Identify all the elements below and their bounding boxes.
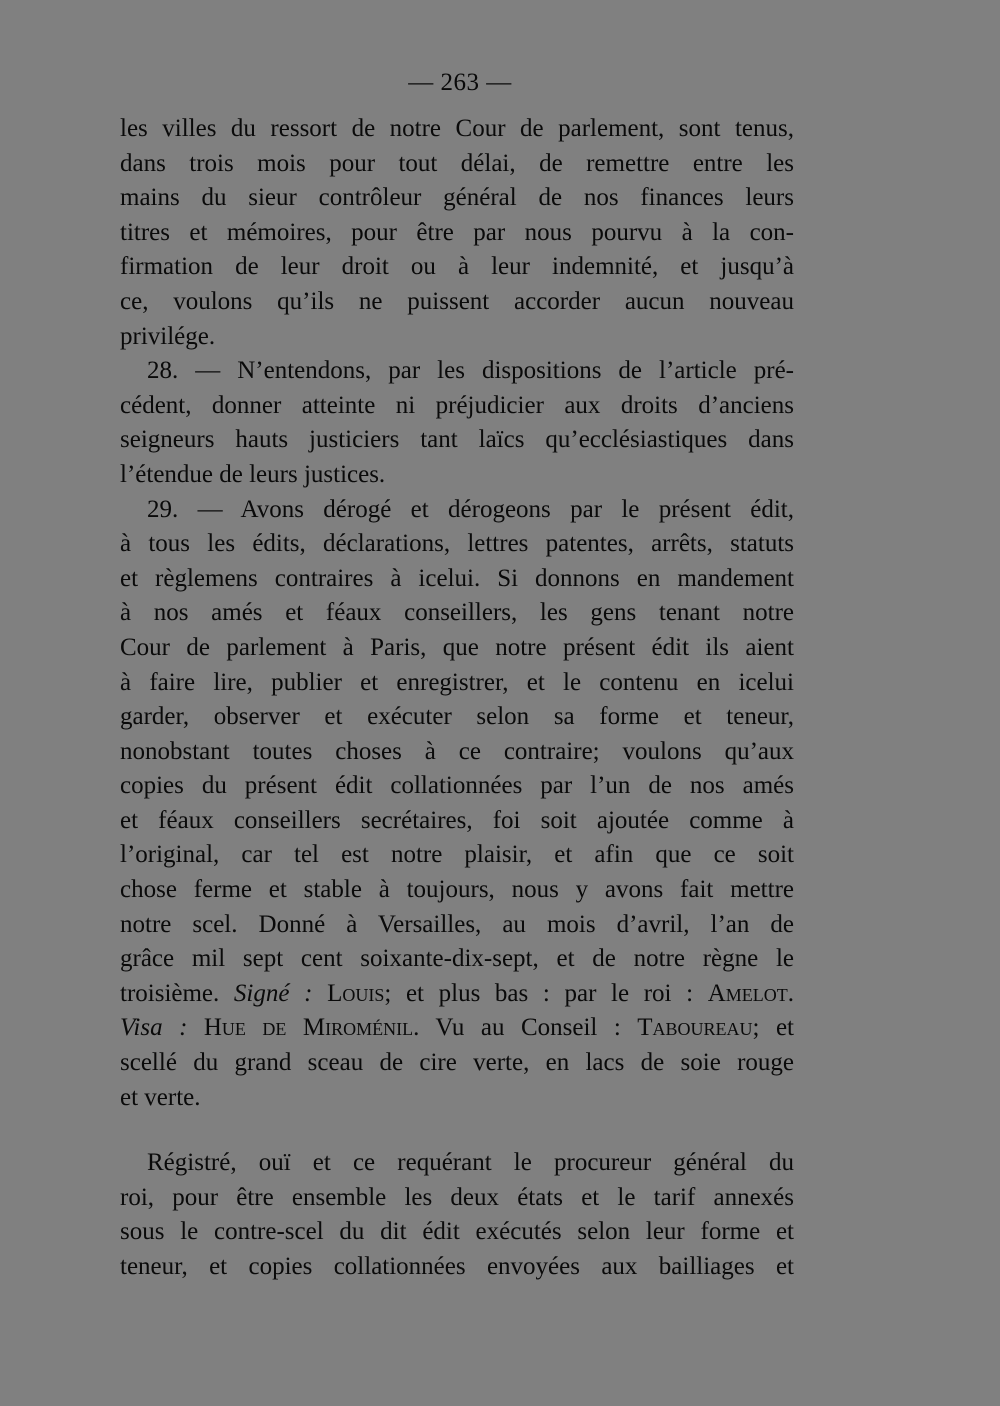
text-line: cédent, donner atteinte ni préjudicier aux droits d’anciens [120, 391, 794, 419]
body-text [120, 112, 794, 1115]
signatory-louis: Louis [327, 979, 385, 1007]
text-line: notre scel. Donné à Versailles, au mois d’avril, l’an de [120, 910, 794, 938]
text-line: seigneurs hauts justiciers tant laïcs qu’ecclésiastiques dans [120, 426, 794, 454]
text-line: mains du sieur contrôleur général de nos finances leurs [120, 184, 794, 212]
text-line: à faire lire, publier et enregistrer, et le contenu en icelui [120, 668, 794, 696]
text-line: nonobstant toutes choses à ce contraire; voulons qu’aux [120, 737, 794, 765]
text-segment: ; et plus bas : par le roi : [384, 979, 708, 1007]
text-line: chose ferme et stable à toujours, nous y avons fait mettre [120, 876, 794, 904]
registration-paragraph [120, 1146, 794, 1284]
text-line: titres et mémoires, pour être par nous pourvu à la con- [120, 218, 794, 246]
article-29-line: 29. — Avons dérogé et dérogeons par le présent édit, [147, 495, 794, 523]
text-line: dans trois mois pour tout délai, de remettre entre les [120, 149, 794, 177]
signatory-miromenil: Hue de Miroménil [203, 1014, 414, 1042]
text-line: à tous les édits, déclarations, lettres patentes, arrêts, statuts [120, 530, 794, 558]
text-line: et féaux conseillers secrétaires, foi soit ajoutée comme à [120, 806, 794, 834]
text-segment: ; et [752, 1014, 794, 1042]
text-line: les villes du ressort de notre Cour de parlement, sont tenus, [120, 115, 794, 142]
text-line: sous le contre-scel du dit édit exécutés selon leur forme et [120, 1218, 794, 1246]
text-line: Régistré, ouï et ce requérant le procureur général du [147, 1149, 794, 1176]
visa-line [120, 1011, 794, 1046]
text-segment [312, 980, 327, 1007]
text-line: l’étendue de leurs justices. [120, 460, 386, 488]
text-segment: troisième. [120, 979, 234, 1007]
text-line: copies du présent édit collationnées par l’un de nos amés [120, 772, 794, 800]
text-line: scellé du grand sceau de cire verte, en lacs de soie rouge [120, 1049, 794, 1077]
text-line: l’original, car tel est notre plaisir, et afin que ce soit [120, 841, 794, 869]
text-line: privilége. [120, 322, 216, 350]
signatory-amelot: Amelot. [707, 979, 795, 1007]
text-line: Cour de parlement à Paris, que notre présent édit ils aient [120, 633, 794, 661]
text-line: et règlemens contraires à icelui. Si donnons en mandement [120, 564, 794, 592]
text-line: roi, pour être ensemble les deux états et le tarif annexés [120, 1183, 794, 1211]
article-28-line: 28. — N’entendons, par les dispositions de l’article pré- [147, 357, 794, 385]
text-line: garder, observer et exécuter selon sa forme et teneur, [120, 703, 794, 731]
page-number: — 263 — [408, 69, 512, 96]
text-line: ce, voulons qu’ils ne puissent accorder aucun nouveau [120, 287, 794, 315]
text-line: firmation de leur droit ou à leur indemnité, et jusqu’à [120, 253, 794, 281]
signature-line [120, 977, 794, 1012]
signe-label: Signé : [233, 979, 313, 1007]
text-line: grâce mil sept cent soixante-dix-sept, et de notre règne le [120, 945, 794, 973]
text-line: à nos amés et féaux conseillers, les gens tenant notre [120, 599, 794, 627]
signatory-taboureau: Taboureau [637, 1014, 753, 1042]
text-segment: . Vu au Conseil : [413, 1014, 638, 1042]
text-line: teneur, et copies collationnées envoyées aux bailliages et [120, 1252, 794, 1280]
text-line: et verte. [120, 1083, 201, 1111]
visa-label: Visa : [120, 1014, 188, 1042]
text-segment [187, 1014, 203, 1041]
